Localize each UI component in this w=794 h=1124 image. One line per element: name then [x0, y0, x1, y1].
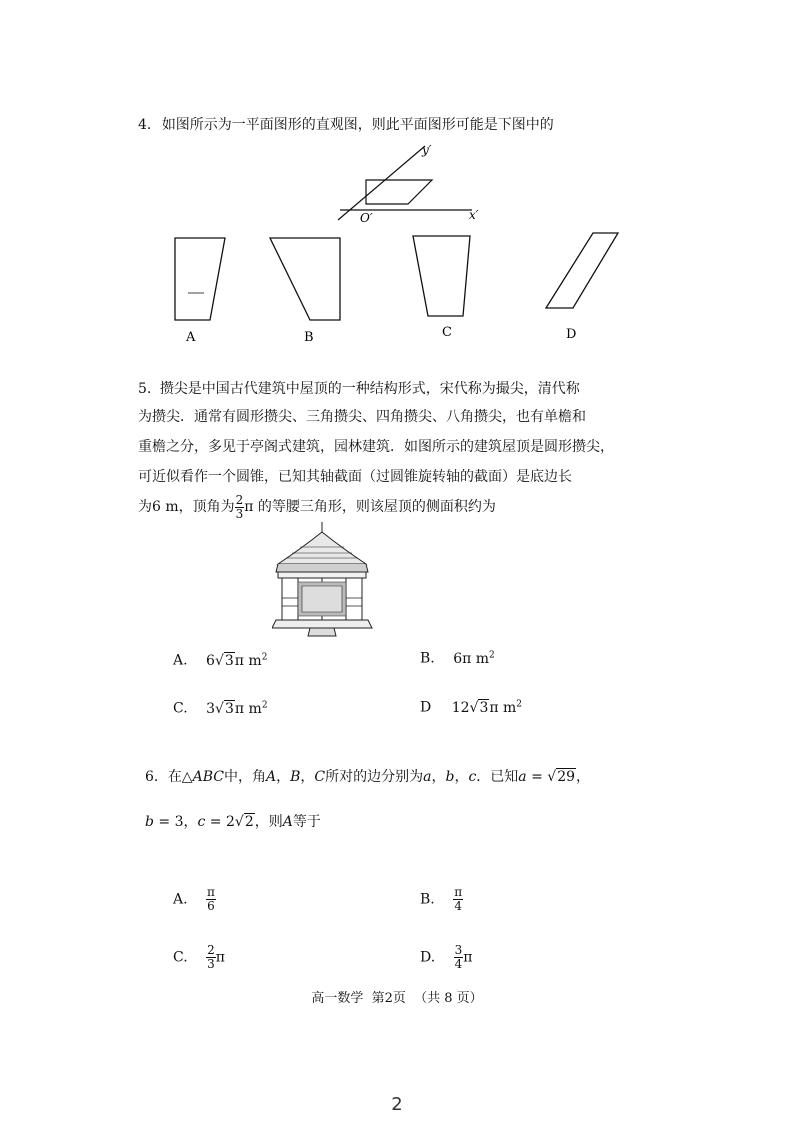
oblique-shape — [366, 180, 432, 204]
q5-line1: 攒尖是中国古代建筑中屋顶的一种结构形式，宋代称为撮尖，清代称 — [159, 381, 580, 397]
q5-line5 — [138, 490, 496, 524]
q5-option-b[interactable]: B. 6π $m^2$ — [420, 650, 495, 667]
page-footer: 高一数学 第2页 （共 8 页） — [311, 991, 483, 1006]
q5-line5-pre: 为6 m，顶角为 — [138, 499, 235, 515]
q5-option-a[interactable]: A. 6√3π $m^2$ — [173, 652, 268, 669]
q4-oblique-diagram — [330, 138, 490, 228]
figure-b — [270, 238, 340, 320]
q5-line5-post: π 的等腰三角形，则该屋顶的侧面积约为 — [244, 499, 496, 515]
q4-text: 如图所示为一平面图形的直观图，则此平面图形可能是下图中的 — [161, 117, 554, 133]
q6-stem-line1: 6. 在△ABC中，角A，B，C所对的边分别为a，b，c．已知a = √29， — [145, 769, 591, 785]
q6-option-a[interactable]: A. $\frac{\pi}{6}$ — [173, 885, 215, 913]
q6-stem-line2: b = 3，c = 2√2，则A等于 — [145, 814, 321, 830]
q4-option-figures — [160, 228, 630, 346]
pavilion-image — [272, 520, 382, 638]
option-d-label: D — [566, 327, 577, 342]
origin-label: O′ — [360, 211, 373, 225]
q6-number: 6. — [145, 769, 159, 785]
y-axis-label: y′ — [422, 143, 432, 157]
q5-option-c[interactable]: C. 3√3π $m^2$ — [173, 700, 268, 717]
y-axis — [338, 146, 425, 220]
option-a-label: A — [186, 330, 196, 345]
q5-angle-fraction: $\frac{2}{3}$ — [235, 492, 244, 521]
option-b-label: B — [304, 330, 314, 345]
q5-number: 5. — [138, 381, 152, 397]
q5-stem — [138, 374, 608, 405]
q5-line4: 可近似看作一个圆锥，已知其轴截面（过圆锥旋转轴的截面）是底边长 — [138, 469, 572, 485]
x-axis-label: x′ — [469, 208, 479, 222]
q5-option-d[interactable]: D 12√3π $m^2$ — [420, 699, 523, 716]
q5-line3: 重檐之分，多见于亭阁式建筑，园林建筑．如图所示的建筑屋顶是圆形攒尖， — [138, 439, 614, 455]
figure-a — [175, 238, 225, 320]
page-number: 2 — [391, 1094, 403, 1115]
figure-d — [546, 233, 618, 308]
option-c-label: C — [442, 325, 452, 340]
q6-option-d[interactable]: D. $\frac{3}{4}$ π — [420, 943, 473, 971]
q4-number: 4. — [138, 117, 152, 133]
figure-c — [413, 236, 470, 316]
q4-stem — [138, 118, 554, 132]
q6-option-c[interactable]: C. $\frac{2}{3}$ π — [173, 943, 225, 971]
q5-line2: 为攒尖．通常有圆形攒尖、三角攒尖、四角攒尖、八角攒尖，也有单檐和 — [138, 409, 586, 425]
q6-option-b[interactable]: B. $\frac{\pi}{4}$ — [420, 885, 463, 913]
